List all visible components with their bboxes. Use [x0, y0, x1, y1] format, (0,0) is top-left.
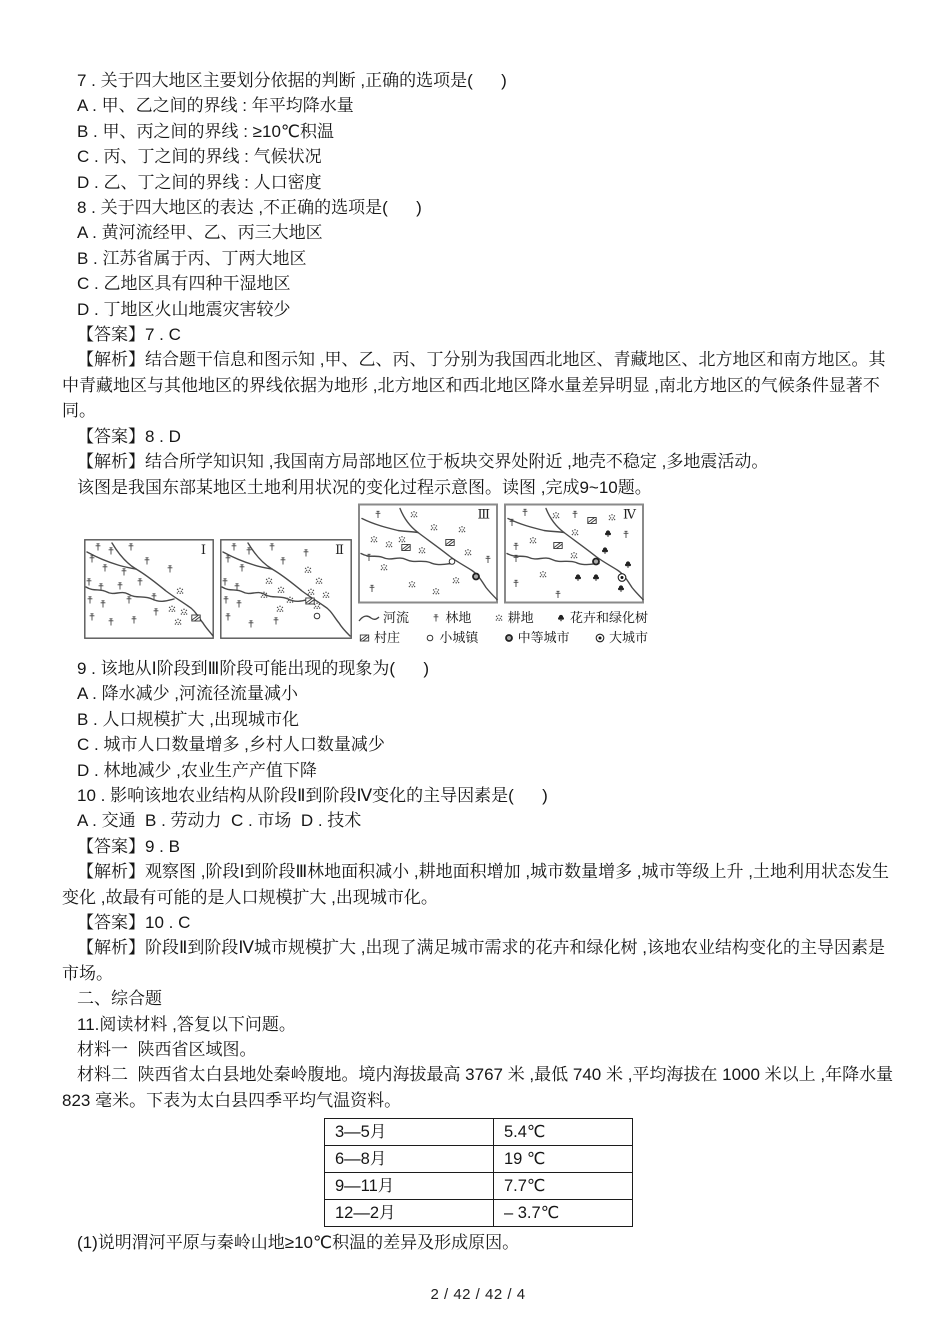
- legend-small-town: 小城镇: [424, 628, 478, 648]
- farmland-icons: [261, 566, 330, 612]
- village-icon: [358, 632, 371, 644]
- temp-cell: 5.4℃: [494, 1119, 633, 1146]
- medium-city-icon: [593, 558, 599, 564]
- small-town-icon: [424, 632, 436, 644]
- q9-option-d: D . 林地减少 ,农业生产产值下降: [77, 760, 317, 780]
- village-icon: [588, 517, 596, 523]
- page-number: 2 / 42 / 42 / 4: [430, 1285, 526, 1303]
- explanation-8: 【解析】结合所学知识知 ,我国南方局部地区位于板块交界处附近 ,地壳不稳定 ,多地震活动。: [77, 452, 769, 472]
- temperature-table: [324, 1118, 633, 1227]
- river-icon: [358, 612, 380, 624]
- season-cell: 12—2月: [325, 1200, 494, 1227]
- answer-10: 【答案】10 . C: [77, 912, 191, 932]
- flower-tree-icon: [555, 612, 567, 624]
- material-1: 材料一 陕西省区域图。: [77, 1040, 257, 1059]
- explanation-9: 【解析】观察图 ,阶段Ⅰ到阶段Ⅲ林地面积减小 ,耕地面积增加 ,城市数量增多 ,城市等级上升 ,土地利用状态发生变化 ,故最有可能的是人口规模扩大 ,出现城市化。: [62, 862, 889, 907]
- q7-option-b: B . 甲、丙之间的界线 : ≥10℃积温: [77, 121, 335, 141]
- map-4-label: Ⅳ: [623, 506, 636, 522]
- temp-cell: 7.7℃: [494, 1173, 633, 1200]
- village-icon: [554, 542, 562, 548]
- legend-big-city: 大城市: [594, 628, 648, 648]
- map-3-label: Ⅲ: [477, 506, 490, 522]
- map-stage-2: [220, 538, 352, 640]
- map-legend: [358, 608, 648, 648]
- big-city-icon: [618, 574, 626, 582]
- medium-city-icon: [503, 632, 515, 644]
- village-icon: [446, 539, 454, 545]
- small-town-icon: [449, 559, 455, 565]
- legend-forest: 林地: [430, 608, 471, 628]
- landuse-figure: [84, 502, 650, 652]
- village-icon: [402, 544, 410, 550]
- big-city-icon: [594, 632, 606, 644]
- farmland-icons: [530, 512, 616, 578]
- forest-icons: [367, 511, 491, 592]
- table-row: [325, 1200, 633, 1227]
- answer-9: 【答案】9 . B: [77, 836, 180, 856]
- legend-farmland: 耕地: [493, 608, 534, 628]
- q9-option-b: B . 人口规模扩大 ,出现城市化: [77, 709, 299, 729]
- q10-stem: 10 . 影响该地农业结构从阶段Ⅱ到阶段Ⅳ变化的主导因素是( ): [77, 785, 548, 805]
- table-row: [325, 1119, 633, 1146]
- figure-intro: 该图是我国东部某地区土地利用状况的变化过程示意图。读图 ,完成9~10题。: [77, 477, 652, 497]
- explanation-10: 【解析】阶段Ⅱ到阶段Ⅳ城市规模扩大 ,出现了满足城市需求的花卉和绿化树 ,该地农业结构变化的主导因素是市场。: [62, 938, 885, 983]
- farmland-icons: [371, 511, 472, 595]
- material-2: 材料二 陕西省太白县地处秦岭腹地。境内海拔最高 3767 米 ,最低 740 米 ,平均海拔在 1000 米以上 ,年降水量 823 毫米。下表为太白县四季平均气温资料。: [62, 1065, 898, 1110]
- q9-option-a: A . 降水减少 ,河流径流量减小: [77, 684, 299, 704]
- village-icon: [306, 598, 314, 604]
- forest-icons: [87, 543, 173, 625]
- small-town-icon: [314, 613, 320, 619]
- legend-river: 河流: [358, 608, 409, 628]
- forest-icon: [430, 612, 442, 624]
- explanation-7: 【解析】结合题干信息和图示知 ,甲、乙、丙、丁分别为我国西北地区、青藏地区、北方地区和南方地区。其中青藏地区与其他地区的界线依据为地形 ,北方地区和西北地区降水量差异明显 ,南北方地区的气候条件显著不同。: [62, 350, 886, 421]
- sub-question-1: (1)说明渭河平原与秦岭山地≥10℃积温的差异及形成原因。: [77, 1233, 520, 1253]
- legend-row-2: [358, 628, 648, 648]
- legend-village: 村庄: [358, 628, 400, 648]
- table-row: [325, 1146, 633, 1173]
- legend-medium-city: 中等城市: [503, 628, 570, 648]
- map-stage-3: [358, 502, 498, 605]
- q7-stem: 7 . 关于四大地区主要划分依据的判断 ,正确的选项是( ): [77, 71, 507, 90]
- map-2-label: Ⅱ: [335, 541, 344, 557]
- table-row: [325, 1173, 633, 1200]
- season-cell: 9—11月: [325, 1173, 494, 1200]
- q7-option-a: A . 甲、乙之间的界线 : 年平均降水量: [77, 96, 354, 116]
- q8-option-a: A . 黄河流经甲、乙、丙三大地区: [77, 223, 323, 243]
- answer-7: 【答案】7 . C: [77, 325, 181, 345]
- q11-stem: 11.阅读材料 ,答复以下问题。: [77, 1014, 296, 1034]
- map-stage-4: [504, 502, 644, 605]
- village-icon: [192, 615, 200, 621]
- q9-option-c: C . 城市人口数量增多 ,乡村人口数量减少: [77, 735, 385, 755]
- temp-cell: 19 ℃: [494, 1146, 633, 1173]
- farmland-icon: [493, 612, 505, 624]
- q8-option-d: D . 丁地区火山地震灾害较少: [77, 299, 291, 319]
- farmland-icons: [169, 587, 188, 625]
- section2-heading: 二、综合题: [77, 989, 162, 1009]
- q9-stem: 9 . 该地从Ⅰ阶段到Ⅲ阶段可能出现的现象为( ): [77, 658, 430, 678]
- answer-8: 【答案】8 . D: [77, 426, 181, 446]
- forest-icons: [510, 509, 629, 598]
- map-stage-1: [84, 538, 214, 640]
- temp-cell: – 3.7℃: [494, 1200, 633, 1227]
- q8-option-b: B . 江苏省属于丙、丁两大地区: [77, 248, 307, 268]
- q7-option-c: C . 丙、丁之间的界线 : 气候状况: [77, 147, 322, 167]
- legend-row-1: [358, 608, 648, 628]
- legend-flower-tree: 花卉和绿化树: [555, 608, 648, 628]
- medium-city-icon: [473, 573, 479, 579]
- q8-stem: 8 . 关于四大地区的表达 ,不正确的选项是( ): [77, 198, 422, 218]
- q10-options-line: A . 交通 B . 劳动力 C . 市场 D . 技术: [77, 811, 362, 831]
- season-cell: 6—8月: [325, 1146, 494, 1173]
- river-line: [112, 543, 213, 636]
- q7-option-d: D . 乙、丁之间的界线 : 人口密度: [77, 172, 322, 192]
- map-1-label: Ⅰ: [200, 541, 206, 557]
- season-cell: 3—5月: [325, 1119, 494, 1146]
- q8-option-c: C . 乙地区具有四种干湿地区: [77, 274, 291, 294]
